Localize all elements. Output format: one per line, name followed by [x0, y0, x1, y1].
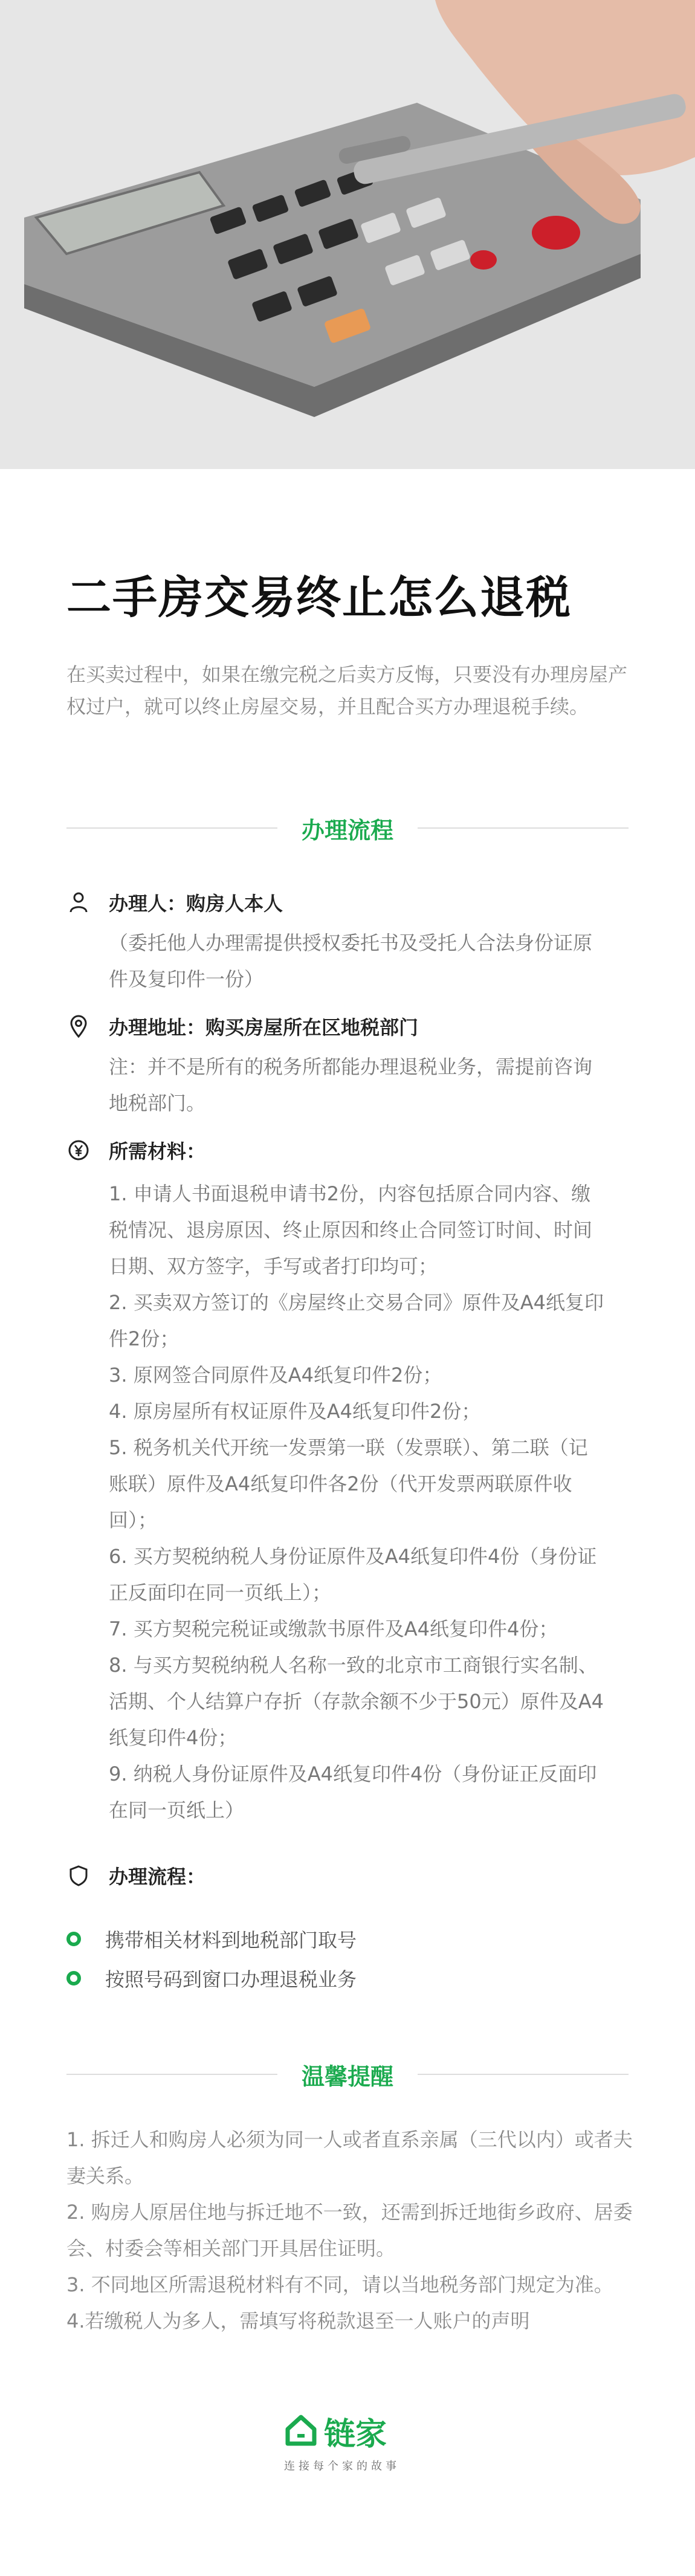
- brand-name: 链家: [324, 2416, 387, 2453]
- material-item: 3. 原网签合同原件及A4纸复印件2份；: [109, 1364, 442, 1387]
- footer-brand: [284, 2409, 400, 2473]
- person-icon: [66, 890, 91, 914]
- address-label: 办理地址：购买房屋所在区地税部门: [109, 1016, 419, 1039]
- section-header-tips: [66, 2056, 629, 2092]
- applicant-label: 办理人：购房人本人: [109, 892, 283, 915]
- brand-slogan: 连接每个家的故事: [284, 2460, 400, 2473]
- hero-image: [0, 0, 695, 469]
- applicant-note: （委托他人办理需提供授权委托书及受托人合法身份证原件及复印件一份）: [109, 931, 593, 991]
- flow-step-text: 携带相关材料到地税部门取号: [105, 1929, 357, 1952]
- material-item: 9. 纳税人身份证原件及A4纸复印件4份（身份证正反面印在同一页纸上）: [109, 1762, 597, 1822]
- flow-label: 办理流程：: [109, 1865, 206, 1888]
- material-item: 4. 原房屋所有权证原件及A4纸复印件2份；: [109, 1400, 481, 1423]
- materials-row: [66, 1136, 205, 1164]
- step-bullet-icon: [66, 1971, 81, 1985]
- material-item: 8. 与买方契税纳税人名称一致的北京市工商银行实名制、活期、个人结算户存折（存款余额不少于50元）原件及A4纸复印件4份；: [109, 1654, 604, 1749]
- brand-logo: [284, 2409, 400, 2454]
- intro-text: 在买卖过程中，如果在缴完税之后卖方反悔，只要没有办理房屋产权过户，就可以终止房屋交易，并且配合买方办理退税手续。: [66, 663, 628, 718]
- step-bullet-icon: [66, 1932, 81, 1946]
- material-item: 2. 买卖双方签订的《房屋终止交易合同》原件及A4纸复印件2份；: [109, 1291, 604, 1350]
- material-item: 6. 买方契税纳税人身份证原件及A4纸复印件4份（身份证正反面印在同一页纸上）；: [109, 1545, 597, 1604]
- tip-item: 4.若缴税人为多人，需填写将税款退至一人账户的声明: [66, 2309, 530, 2332]
- tip-item: 3. 不同地区所需退税材料有不同，请以当地税务部门规定为准。: [66, 2273, 613, 2296]
- materials-label: 所需材料：: [109, 1140, 206, 1163]
- section-header-process: [66, 810, 629, 846]
- tips-list: [66, 2121, 647, 2339]
- location-pin-icon: [66, 1014, 91, 1038]
- section-title-process: 办理流程: [302, 817, 394, 844]
- page-title: 二手房交易终止怎么退税: [66, 572, 572, 624]
- address-row: [66, 1012, 418, 1040]
- section-title-tips: 温馨提醒: [302, 2063, 394, 2090]
- calculator-illustration: [0, 0, 695, 469]
- address-note: 注：并不是所有的税务所都能办理退税业务，需提前咨询地税部门。: [109, 1055, 593, 1115]
- divider-right: [418, 2074, 629, 2075]
- tip-item: 2. 购房人原居住地与拆迁地不一致，还需到拆迁地街乡政府、居委会、村委会等相关部门开具居住证明。: [66, 2201, 633, 2260]
- material-item: 5. 税务机关代开统一发票第一联（发票联）、第二联（记账联）原件及A4纸复印件各2份（代开发票两联原件收回）；: [109, 1436, 588, 1532]
- house-logo-icon: [284, 2413, 318, 2450]
- material-item: 1. 申请人书面退税申请书2份，内容包括原合同内容、缴税情况、退房原因、终止原因和终止合同签订时间、时间日期、双方签字，手写或者打印均可；: [109, 1182, 593, 1278]
- tip-item: 1. 拆迁人和购房人必须为同一人或者直系亲属（三代以内）或者夫妻关系。: [66, 2128, 633, 2187]
- divider-left: [66, 827, 277, 829]
- divider-right: [418, 827, 629, 829]
- flow-step-text: 按照号码到窗口办理退税业务: [105, 1968, 357, 1991]
- flow-step: [66, 1925, 357, 1953]
- divider-left: [66, 2074, 277, 2075]
- flow-row: [66, 1862, 205, 1889]
- applicant-row: [66, 888, 283, 916]
- flow-step: [66, 1964, 357, 1992]
- shield-icon: [66, 1863, 91, 1888]
- materials-list: [109, 1176, 604, 1828]
- material-item: 7. 买方契税完税证或缴款书原件及A4纸复印件4份；: [109, 1617, 558, 1640]
- yuan-icon: [66, 1138, 91, 1162]
